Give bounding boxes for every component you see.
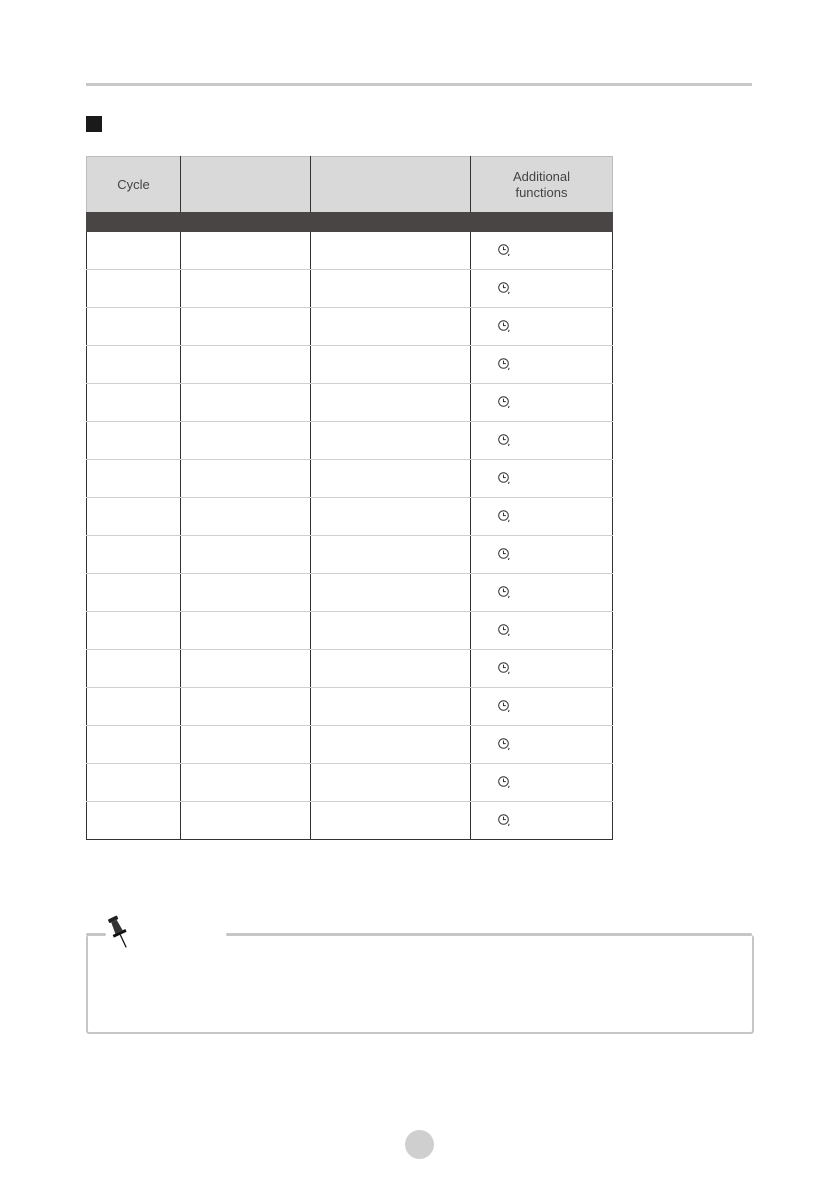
table-cell xyxy=(311,726,471,764)
additional-functions-cell xyxy=(471,422,613,460)
table-cell xyxy=(181,726,311,764)
delay-timer-icon xyxy=(497,547,513,561)
table-cell xyxy=(181,270,311,308)
table-cell xyxy=(311,346,471,384)
table-row xyxy=(87,384,613,422)
table-cell xyxy=(181,688,311,726)
delay-timer-icon xyxy=(497,357,513,371)
table-cell xyxy=(181,536,311,574)
table-row xyxy=(87,270,613,308)
delay-timer-icon xyxy=(497,699,513,713)
note-box xyxy=(86,935,754,1034)
table-cell xyxy=(311,764,471,802)
delay-timer-icon xyxy=(497,509,513,523)
additional-functions-cell xyxy=(471,650,613,688)
table-cell xyxy=(311,536,471,574)
table-row xyxy=(87,726,613,764)
table-cell xyxy=(87,802,181,840)
table-row xyxy=(87,536,613,574)
table-cell xyxy=(311,802,471,840)
additional-functions-cell xyxy=(471,460,613,498)
table-row xyxy=(87,688,613,726)
table-cell xyxy=(311,688,471,726)
table-cell xyxy=(181,650,311,688)
table-cell xyxy=(311,498,471,536)
table-cell xyxy=(311,270,471,308)
page-number-circle xyxy=(405,1130,434,1159)
table-cell xyxy=(87,574,181,612)
table-cell xyxy=(311,384,471,422)
table-row xyxy=(87,498,613,536)
table-cell xyxy=(311,574,471,612)
additional-functions-cell xyxy=(471,536,613,574)
header-additional-functions-label: Additional functions xyxy=(512,168,571,200)
table-row xyxy=(87,574,613,612)
cycle-table xyxy=(86,156,613,840)
table-row xyxy=(87,650,613,688)
table-cell xyxy=(87,764,181,802)
table-row xyxy=(87,802,613,840)
table-cell xyxy=(311,232,471,270)
delay-timer-icon xyxy=(497,471,513,485)
table-cell xyxy=(181,346,311,384)
table-cell xyxy=(311,308,471,346)
table-cell xyxy=(181,422,311,460)
table-cell xyxy=(181,802,311,840)
pushpin-icon xyxy=(104,912,134,952)
delay-timer-icon xyxy=(497,813,513,827)
delay-timer-icon xyxy=(497,585,513,599)
table-row xyxy=(87,346,613,384)
delay-timer-icon xyxy=(497,243,513,257)
note-top-line xyxy=(226,933,752,936)
table-row xyxy=(87,764,613,802)
table-cell xyxy=(87,688,181,726)
table-cell xyxy=(87,346,181,384)
table-cell xyxy=(87,270,181,308)
table-cell xyxy=(311,612,471,650)
additional-functions-cell xyxy=(471,612,613,650)
delay-timer-icon xyxy=(497,661,513,675)
table-cell xyxy=(87,726,181,764)
header-col-2 xyxy=(181,157,311,213)
additional-functions-cell xyxy=(471,308,613,346)
table-cell xyxy=(181,232,311,270)
additional-functions-cell xyxy=(471,726,613,764)
delay-timer-icon xyxy=(497,395,513,409)
table-cell xyxy=(181,574,311,612)
table-row xyxy=(87,460,613,498)
table-header-row xyxy=(87,157,613,213)
table-row xyxy=(87,308,613,346)
table-cell xyxy=(87,650,181,688)
table-cell xyxy=(311,422,471,460)
table-cell xyxy=(87,460,181,498)
table-cell xyxy=(87,232,181,270)
note-top-left-line xyxy=(86,933,106,936)
table-row xyxy=(87,612,613,650)
header-cycle: Cycle xyxy=(87,157,181,213)
table-cell xyxy=(181,764,311,802)
table-cell xyxy=(87,384,181,422)
delay-timer-icon xyxy=(497,281,513,295)
additional-functions-cell xyxy=(471,346,613,384)
table-cell xyxy=(181,308,311,346)
delay-timer-icon xyxy=(497,775,513,789)
additional-functions-cell xyxy=(471,384,613,422)
table-cell xyxy=(87,536,181,574)
additional-functions-cell xyxy=(471,688,613,726)
additional-functions-cell xyxy=(471,574,613,612)
table-cell xyxy=(181,460,311,498)
table-cell xyxy=(311,460,471,498)
table-cell xyxy=(181,498,311,536)
table-row xyxy=(87,422,613,460)
table-cell xyxy=(87,422,181,460)
table-cell xyxy=(181,612,311,650)
table-cell xyxy=(87,308,181,346)
additional-functions-cell xyxy=(471,498,613,536)
table-row xyxy=(87,232,613,270)
table-cell xyxy=(181,384,311,422)
table-cell xyxy=(87,612,181,650)
delay-timer-icon xyxy=(497,737,513,751)
header-additional-functions xyxy=(471,157,613,213)
delay-timer-icon xyxy=(497,433,513,447)
section-bar xyxy=(87,212,613,232)
header-col-3 xyxy=(311,157,471,213)
additional-functions-cell xyxy=(471,232,613,270)
table-cell xyxy=(87,498,181,536)
additional-functions-cell xyxy=(471,802,613,840)
top-rule xyxy=(86,83,752,86)
section-marker xyxy=(86,116,102,132)
delay-timer-icon xyxy=(497,623,513,637)
additional-functions-cell xyxy=(471,764,613,802)
table-cell xyxy=(311,650,471,688)
delay-timer-icon xyxy=(497,319,513,333)
additional-functions-cell xyxy=(471,270,613,308)
